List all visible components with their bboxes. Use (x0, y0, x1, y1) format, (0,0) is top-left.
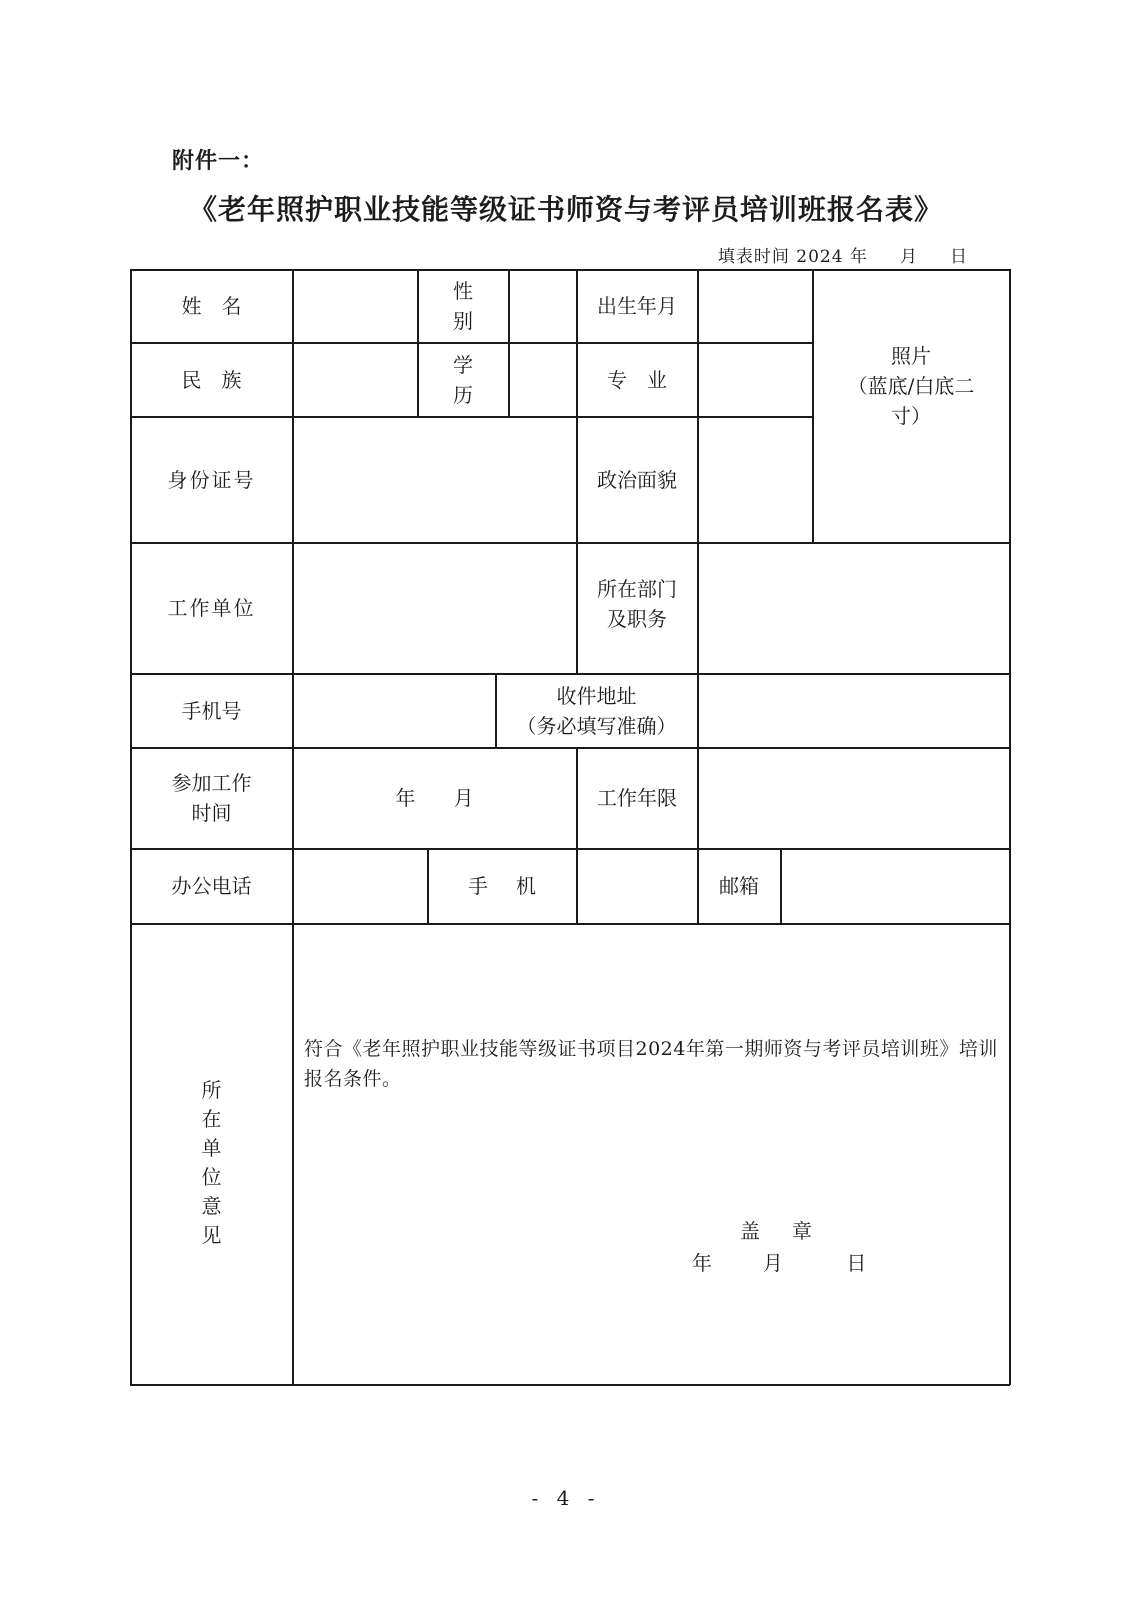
political-status-label: 政治面貌 (597, 467, 677, 492)
department-field[interactable] (698, 543, 1009, 673)
office-phone-field[interactable] (293, 849, 427, 923)
opinion-label-char: 意 (201, 1194, 222, 1218)
opinion-label-char: 在 (201, 1107, 222, 1131)
ethnicity-field[interactable] (293, 343, 417, 416)
political-status-field[interactable] (698, 417, 812, 542)
address-field[interactable] (698, 674, 1009, 747)
photo-box[interactable]: 照片 （蓝底/白底二 寸） (847, 344, 975, 428)
major-field[interactable] (698, 343, 812, 416)
table-border-bottom (130, 1384, 1010, 1386)
work-years-field[interactable] (698, 748, 1009, 848)
id-number-label: 身份证号 (167, 467, 256, 492)
workplace-field[interactable] (293, 543, 576, 673)
email-label: 邮箱 (719, 874, 759, 898)
opinion-label-char: 单 (201, 1136, 222, 1160)
workplace-label: 工作单位 (167, 596, 256, 620)
ethnicity-label: 民族 (181, 367, 262, 392)
form-title: 《老年照护职业技能等级证书师资与考评员培训班报名表》 (188, 193, 943, 226)
gender-field[interactable] (509, 270, 576, 342)
work-start-field[interactable]: 年 月 (395, 786, 474, 810)
email-field[interactable] (781, 849, 1009, 923)
work-years-label: 工作年限 (597, 786, 677, 810)
work-start-label: 参加工作 时间 (171, 771, 252, 825)
address-label: 收件地址 （务必填写准确） (516, 683, 677, 738)
major-label: 专业 (607, 367, 687, 392)
education-label: 学历 (453, 352, 501, 407)
mobile-label: 手机 (468, 874, 564, 898)
seal-label: 盖章 (740, 1219, 844, 1243)
page-number: - 4 - (531, 1486, 601, 1510)
phone-label: 手机号 (181, 698, 242, 723)
fill-date: 填表时间 2024 年 月 日 (717, 247, 968, 267)
mobile-field[interactable] (577, 849, 697, 923)
seal-date: 年 月 日 (692, 1251, 867, 1275)
opinion-label-char: 位 (201, 1165, 222, 1189)
phone-field[interactable] (293, 674, 495, 747)
office-phone-label: 办公电话 (171, 874, 252, 898)
opinion-label-char: 所 (201, 1078, 222, 1102)
department-label: 所在部门 及职务 (597, 577, 677, 631)
birth-label: 出生年月 (597, 294, 677, 318)
opinion-text: 符合《老年照护职业技能等级证书项目2024年第一期师资与考评员培训班》培训报名条件。 (304, 1038, 998, 1090)
table-border-right (1009, 269, 1011, 1385)
gender-label: 性别 (453, 279, 501, 333)
opinion-label-char: 见 (201, 1223, 222, 1247)
education-field[interactable] (509, 343, 576, 416)
attachment-label: 附件一： (172, 149, 265, 174)
id-number-field[interactable] (293, 417, 576, 542)
name-field[interactable] (293, 270, 417, 342)
name-label: 姓名 (181, 294, 262, 318)
birth-field[interactable] (698, 270, 812, 342)
opinion-label (131, 924, 292, 1384)
